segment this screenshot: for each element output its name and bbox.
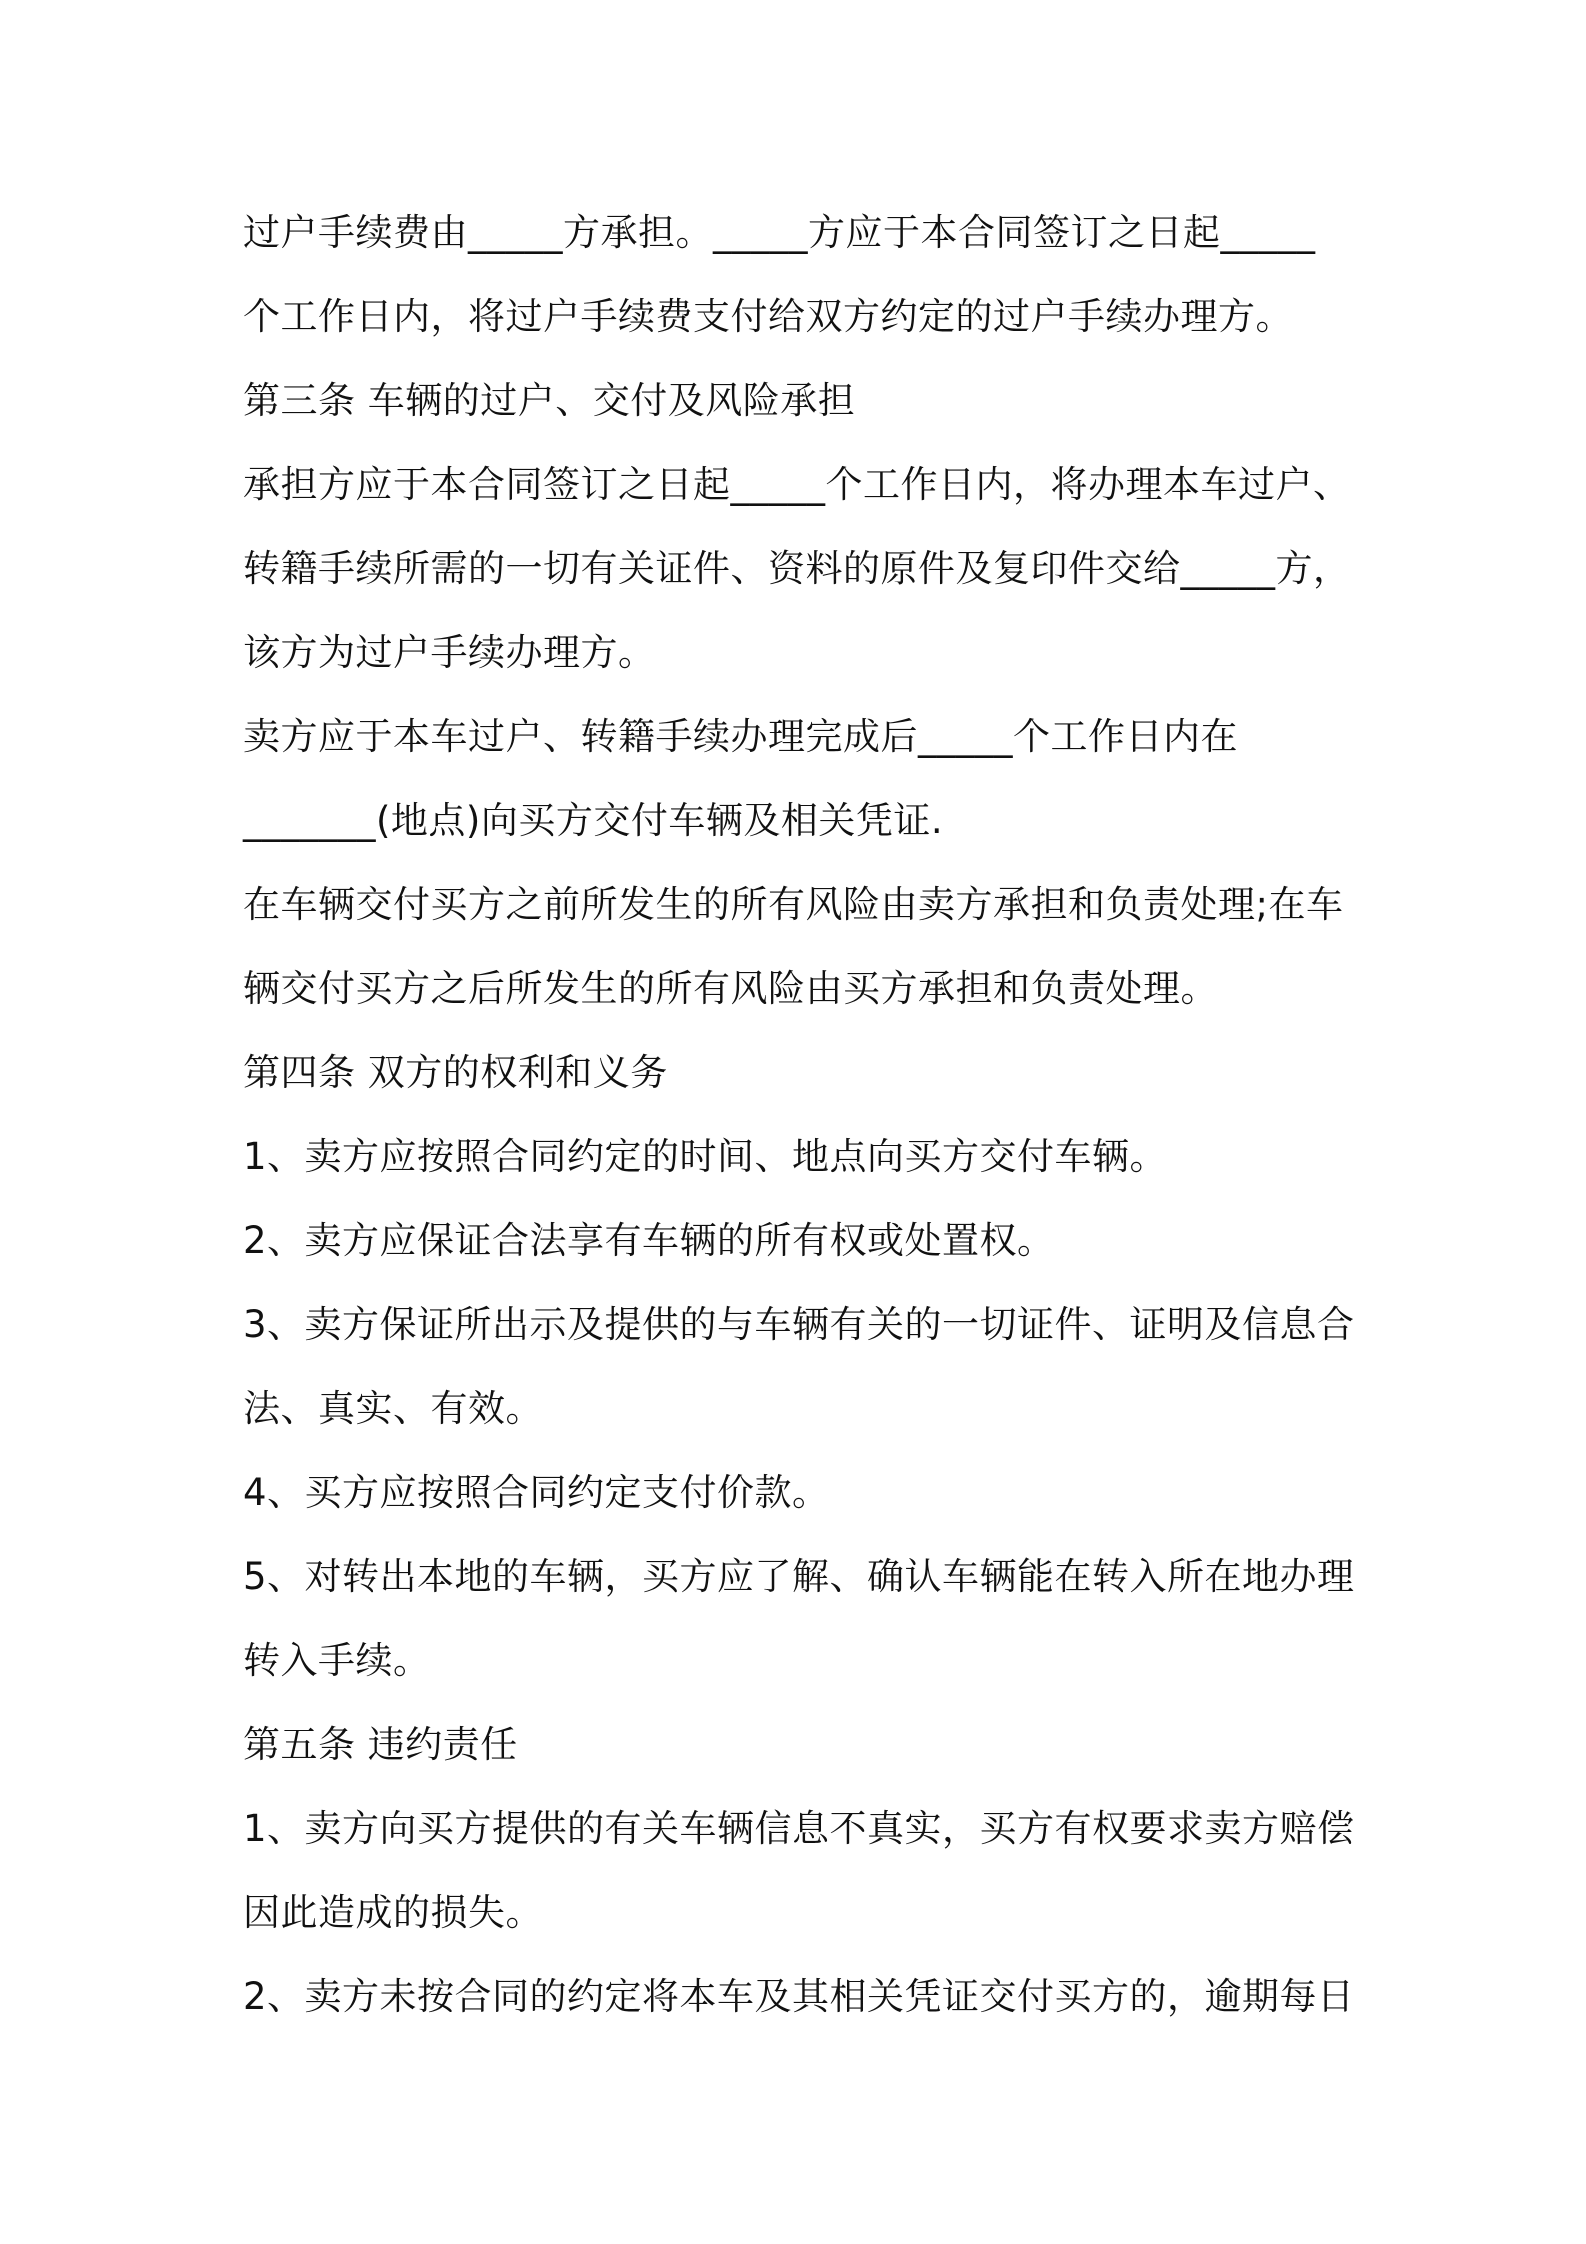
text-line: 卖方应于本车过户、转籍手续办理完成后_____个工作日内在 xyxy=(243,715,1238,758)
list-item: 5、对转出本地的车辆，买方应了解、确认车辆能在转入所在地办理 xyxy=(243,1555,1355,1598)
text-line: 法、真实、有效。 xyxy=(243,1387,543,1430)
text-line: 过户手续费由_____方承担。_____方应于本合同签订之日起_____ xyxy=(243,211,1316,254)
list-item: 4、买方应按照合同约定支付价款。 xyxy=(243,1471,830,1514)
text-line: 转籍手续所需的一切有关证件、资料的原件及复印件交给_____方， xyxy=(243,547,1351,590)
list-item: 3、卖方保证所出示及提供的与车辆有关的一切证件、证明及信息合 xyxy=(243,1303,1355,1346)
document-body xyxy=(243,200,1363,2048)
text-line: 承担方应于本合同签订之日起_____个工作日内，将办理本车过户、 xyxy=(243,463,1351,506)
text-line: 个工作日内，将过户手续费支付给双方约定的过户手续办理方。 xyxy=(243,295,1293,338)
text-line: 因此造成的损失。 xyxy=(243,1891,543,1934)
section-heading: 第三条 车辆的过户、交付及风险承担 xyxy=(243,379,856,422)
list-item: 2、卖方未按合同的约定将本车及其相关凭证交付买方的，逾期每日 xyxy=(243,1975,1355,2018)
text-line: 在车辆交付买方之前所发生的所有风险由卖方承担和负责处理;在车 xyxy=(243,883,1344,926)
list-item: 1、卖方应按照合同约定的时间、地点向买方交付车辆。 xyxy=(243,1135,1168,1178)
list-item: 2、卖方应保证合法享有车辆的所有权或处置权。 xyxy=(243,1219,1055,1262)
section-heading: 第五条 违约责任 xyxy=(243,1723,518,1766)
list-item: 1、卖方向买方提供的有关车辆信息不真实，买方有权要求卖方赔偿 xyxy=(243,1807,1355,1850)
section-heading: 第四条 双方的权利和义务 xyxy=(243,1051,668,1094)
text-line: 辆交付买方之后所发生的所有风险由买方承担和负责处理。 xyxy=(243,967,1218,1010)
text-line: 该方为过户手续办理方。 xyxy=(243,631,656,674)
text-line: 转入手续。 xyxy=(243,1639,431,1682)
text-line: _______(地点)向买方交付车辆及相关凭证. xyxy=(243,799,944,842)
